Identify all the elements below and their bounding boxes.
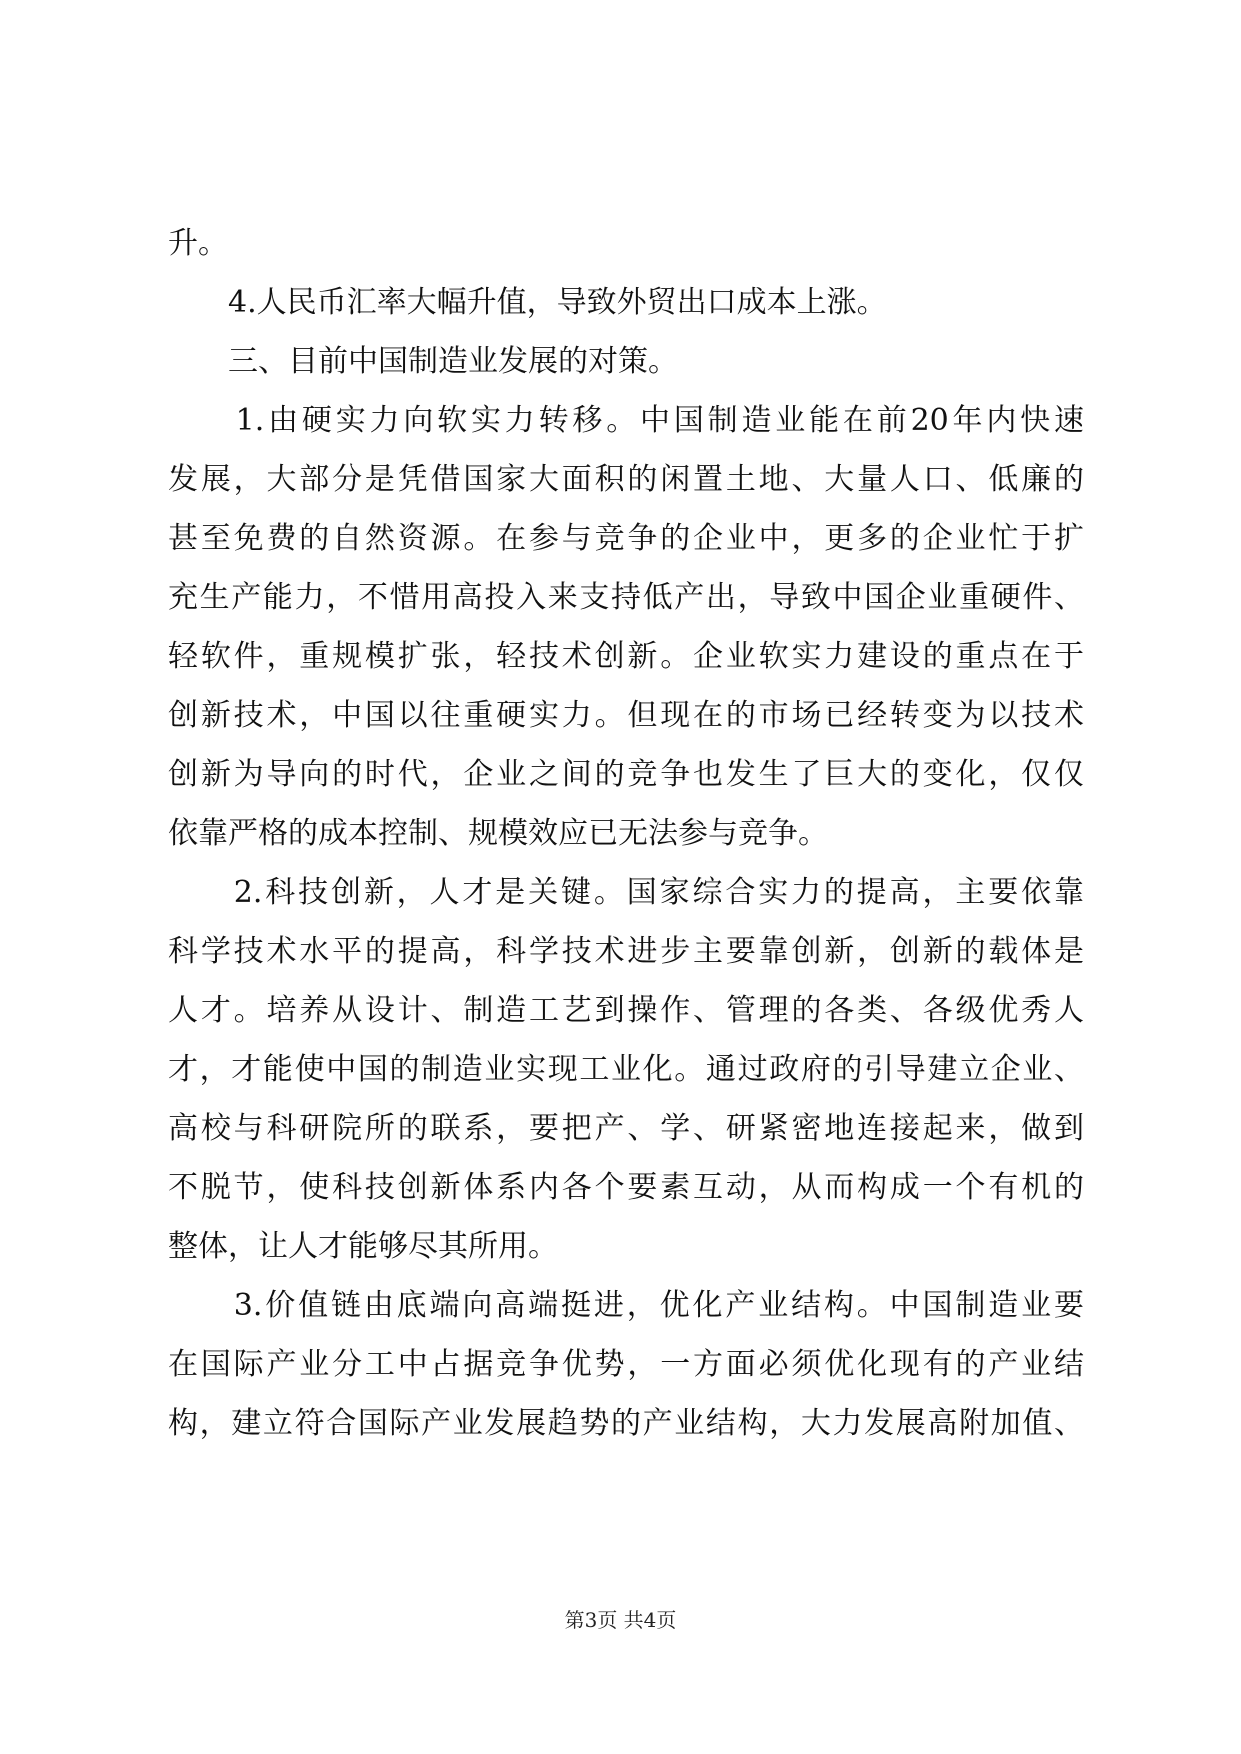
text-line: 充生产能力，不惜用高投入来支持低产出，导致中国企业重硬件、 (168, 580, 1084, 615)
text-line: 才，才能使中国的制造业实现工业化。通过政府的引导建立企业、 (168, 1052, 1084, 1087)
text-line: 4.人民币汇率大幅升值，导致外贸出口成本上涨。 (168, 285, 887, 320)
text-line: 甚至免费的自然资源。在参与竞争的企业中，更多的企业忙于扩 (168, 521, 1084, 556)
text-line: 不脱节，使科技创新体系内各个要素互动，从而构成一个有机的 (168, 1170, 1084, 1205)
text-line: 科学技术水平的提高，科学技术进步主要靠创新，创新的载体是 (168, 934, 1084, 969)
text-line: 升。 (168, 226, 228, 261)
text-line: 轻软件，重规模扩张，轻技术创新。企业软实力建设的重点在于 (168, 639, 1084, 674)
text-line: 3.价值链由底端向高端挺进，优化产业结构。中国制造业要 (168, 1288, 1084, 1323)
text-line: 构，建立符合国际产业发展趋势的产业结构，大力发展高附加值、 (168, 1406, 1084, 1441)
text-line: 创新为导向的时代，企业之间的竞争也发生了巨大的变化，仅仅 (168, 757, 1084, 792)
text-line: 2.科技创新，人才是关键。国家综合实力的提高，主要依靠 (168, 875, 1084, 910)
text-line: 整体，让人才能够尽其所用。 (168, 1229, 558, 1264)
text-line: 在国际产业分工中占据竞争优势，一方面必须优化现有的产业结 (168, 1347, 1084, 1382)
text-line: 高校与科研院所的联系，要把产、学、研紧密地连接起来，做到 (168, 1111, 1084, 1146)
document-body (168, 214, 1084, 1453)
section-heading: 三、目前中国制造业发展的对策。 (168, 344, 678, 379)
text-line: 人才。培养从设计、制造工艺到操作、管理的各类、各级优秀人 (168, 993, 1084, 1028)
text-line: 发展，大部分是凭借国家大面积的闲置土地、大量人口、低廉的 (168, 462, 1084, 497)
page-number-footer: 第3页 共4页 (564, 1608, 677, 1632)
text-line: 创新技术，中国以往重硬实力。但现在的市场已经转变为以技术 (168, 698, 1084, 733)
text-line: 1.由硬实力向软实力转移。中国制造业能在前20年内快速 (168, 403, 1084, 438)
text-line: 依靠严格的成本控制、规模效应已无法参与竞争。 (168, 816, 828, 851)
